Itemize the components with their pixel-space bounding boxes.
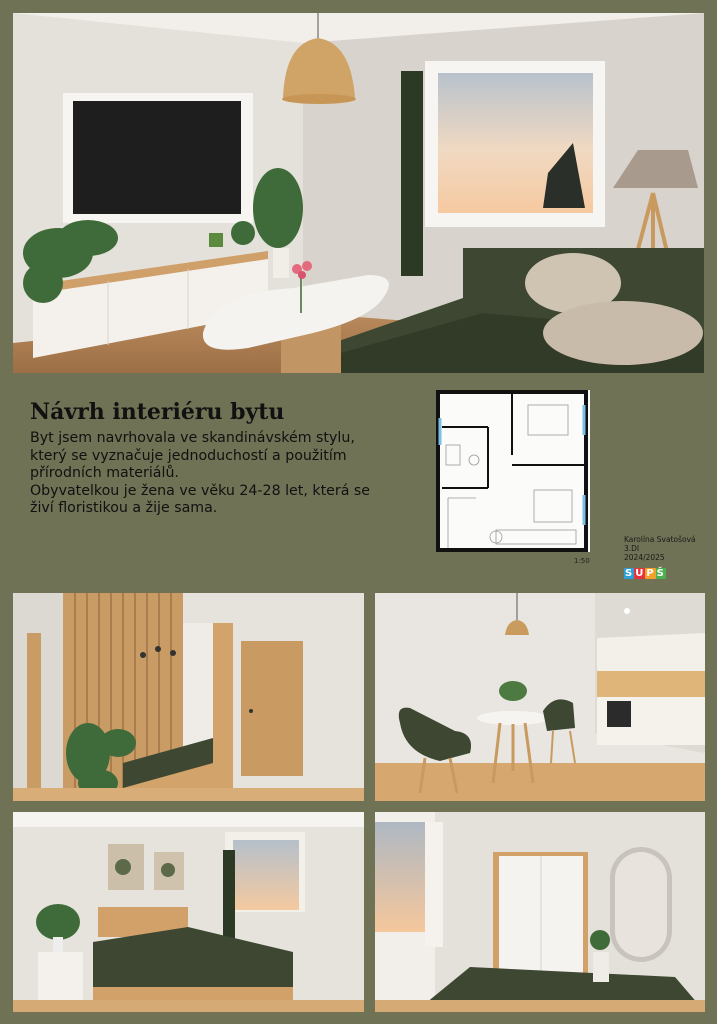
- floor-plan: [436, 390, 590, 552]
- author-class: 3.DI: [624, 544, 640, 553]
- floor-plan-scale: 1:50: [574, 557, 590, 565]
- bedroom-wardrobe-render: [375, 812, 705, 1012]
- author-name: Karolína Svatošová: [624, 535, 696, 544]
- author-credit: [624, 535, 696, 562]
- poster-title: Návrh interiéru bytu: [30, 399, 285, 425]
- school-logo: S U P Š: [625, 568, 665, 579]
- description-resident-paragraph: Obyvatelkou je žena ve věku 24-28 let, která se živí floristikou a žije sama.: [30, 482, 371, 517]
- school-year: 2024/2025: [624, 553, 665, 562]
- poster-description: [30, 430, 390, 518]
- living-room-render: [13, 13, 704, 373]
- bedroom-render: [13, 812, 364, 1012]
- dining-kitchen-render: [375, 593, 705, 801]
- description-style-paragraph: Byt jsem navrhovala ve skandinávském stylu, který se vyznačuje jednoduchostí a použitím přírodních materiálů.: [30, 430, 355, 482]
- hallway-render: [13, 593, 364, 801]
